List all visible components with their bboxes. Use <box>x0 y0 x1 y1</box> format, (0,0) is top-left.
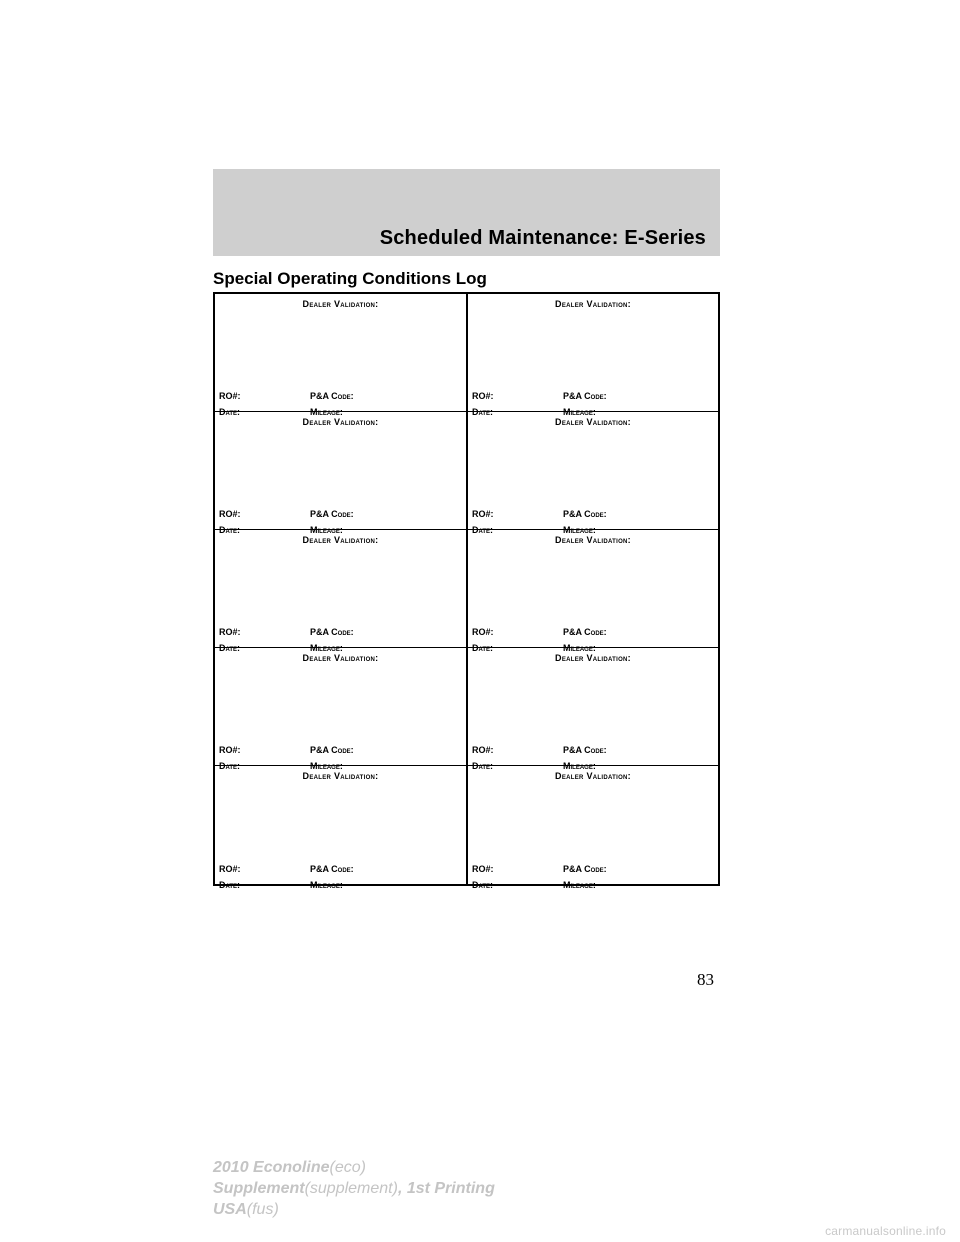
footer-line-1 <box>213 1157 495 1178</box>
log-entry-cell <box>468 766 718 890</box>
log-entry-cell <box>215 766 468 890</box>
footer-model-code: (eco) <box>329 1159 366 1176</box>
pa-code-label: P&A Code: <box>310 745 354 755</box>
date-label: Date: <box>472 525 494 535</box>
dealer-validation-label: Dealer Validation: <box>555 771 631 781</box>
mileage-label: Mileage: <box>563 880 596 890</box>
log-entry-cell <box>215 412 468 535</box>
footer-doc-type: Supplement <box>213 1180 305 1197</box>
dealer-validation-label: Dealer Validation: <box>302 417 379 427</box>
log-entry-cell <box>468 294 718 417</box>
document-footer <box>213 1157 495 1220</box>
mileage-label: Mileage: <box>310 407 343 417</box>
footer-model: 2010 Econoline <box>213 1159 330 1176</box>
pa-code-label: P&A Code: <box>310 627 354 637</box>
ro-number-label: RO#: <box>219 745 241 755</box>
log-entry-cell <box>215 530 468 653</box>
ro-number-label: RO#: <box>219 509 241 519</box>
dealer-validation-label: Dealer Validation: <box>555 535 631 545</box>
section-title: Special Operating Conditions Log <box>213 269 487 288</box>
date-label: Date: <box>219 643 241 653</box>
dealer-validation-label: Dealer Validation: <box>302 299 379 309</box>
header-band <box>213 169 720 256</box>
pa-code-label: P&A Code: <box>310 391 354 401</box>
log-entry-cell <box>468 648 718 771</box>
footer-printing: , 1st Printing <box>397 1180 495 1197</box>
ro-number-label: RO#: <box>472 391 494 401</box>
ro-number-label: RO#: <box>472 627 494 637</box>
log-entry-cell <box>215 294 468 417</box>
date-label: Date: <box>472 643 494 653</box>
ro-number-label: RO#: <box>472 509 494 519</box>
mileage-label: Mileage: <box>563 761 596 771</box>
mileage-label: Mileage: <box>310 880 343 890</box>
log-entry-cell <box>468 412 718 535</box>
date-label: Date: <box>472 761 494 771</box>
dealer-validation-label: Dealer Validation: <box>555 299 631 309</box>
pa-code-label: P&A Code: <box>563 391 607 401</box>
page-header-title: Scheduled Maintenance: E-Series <box>379 227 706 249</box>
mileage-label: Mileage: <box>310 525 343 535</box>
footer-doc-code: (supplement) <box>304 1180 398 1197</box>
pa-code-label: P&A Code: <box>310 509 354 519</box>
footer-market-code: (fus) <box>246 1201 279 1218</box>
ro-number-label: RO#: <box>219 627 241 637</box>
pa-code-label: P&A Code: <box>563 627 607 637</box>
date-label: Date: <box>219 525 241 535</box>
maintenance-log-table <box>213 292 720 890</box>
watermark: carmanualsonline.info <box>825 1224 946 1238</box>
pa-code-label: P&A Code: <box>563 509 607 519</box>
footer-market: USA <box>213 1201 247 1218</box>
mileage-label: Mileage: <box>563 407 596 417</box>
footer-line-3 <box>213 1199 495 1220</box>
mileage-label: Mileage: <box>310 643 343 653</box>
dealer-validation-label: Dealer Validation: <box>302 653 379 663</box>
date-label: Date: <box>472 880 494 890</box>
dealer-validation-label: Dealer Validation: <box>302 771 379 781</box>
mileage-label: Mileage: <box>563 643 596 653</box>
dealer-validation-label: Dealer Validation: <box>555 417 631 427</box>
page-number: 83 <box>697 970 714 989</box>
date-label: Date: <box>219 761 241 771</box>
ro-number-label: RO#: <box>219 864 241 874</box>
pa-code-label: P&A Code: <box>563 745 607 755</box>
mileage-label: Mileage: <box>563 525 596 535</box>
date-label: Date: <box>472 407 494 417</box>
date-label: Date: <box>219 880 241 890</box>
dealer-validation-label: Dealer Validation: <box>302 535 379 545</box>
date-label: Date: <box>219 407 241 417</box>
pa-code-label: P&A Code: <box>563 864 607 874</box>
ro-number-label: RO#: <box>472 745 494 755</box>
ro-number-label: RO#: <box>219 391 241 401</box>
footer-line-2 <box>213 1178 495 1199</box>
log-entry-cell <box>468 530 718 653</box>
mileage-label: Mileage: <box>310 761 343 771</box>
ro-number-label: RO#: <box>472 864 494 874</box>
dealer-validation-label: Dealer Validation: <box>555 653 631 663</box>
pa-code-label: P&A Code: <box>310 864 354 874</box>
log-entry-cell <box>215 648 468 771</box>
